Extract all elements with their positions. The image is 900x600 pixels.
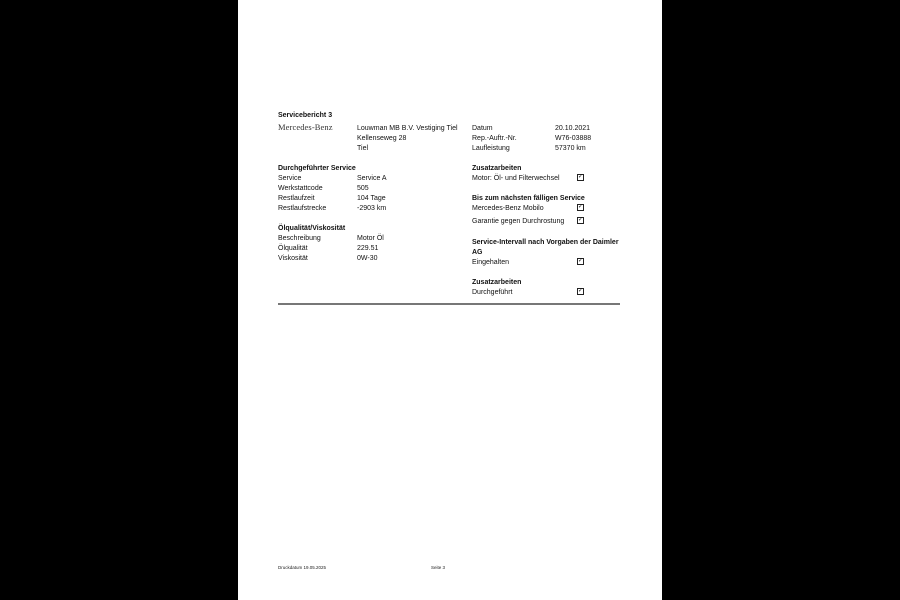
performed-checkbox[interactable]: ✓	[578, 288, 584, 294]
viscosity-label: Viskosität	[278, 255, 308, 262]
remaining-distance-value: -2903 km	[357, 205, 387, 212]
info-label-date: Datum	[472, 125, 493, 132]
extra-work2-heading: Zusatzarbeiten	[472, 279, 522, 286]
remaining-distance-label: Restlaufstrecke	[278, 205, 327, 212]
rust-warranty-checkbox[interactable]: ✓	[578, 217, 584, 223]
viscosity-value: 0W-30	[357, 255, 378, 262]
dealer-city: Tiel	[357, 145, 369, 152]
interval-heading-line1: Service-Intervall nach Vorgaben der Daimler	[472, 239, 619, 246]
service-heading: Durchgeführter Service	[278, 165, 356, 172]
rust-warranty-label: Garantie gegen Durchrostung	[472, 218, 565, 225]
remaining-time-label: Restlaufzeit	[278, 195, 315, 202]
info-label-mileage: Laufleistung	[472, 145, 510, 152]
oil-filter-change-label: Motor: Öl- und Filterwechsel	[472, 175, 560, 182]
mercedes-benz-logo: Mercedes-Benz	[278, 122, 333, 132]
info-value-date: 20.10.2021	[555, 125, 591, 132]
service-value: Service A	[357, 175, 387, 182]
interval-heading-line2: AG	[472, 249, 483, 256]
interval-kept-label: Eingehalten	[472, 259, 509, 266]
oil-quality-value: 229.51	[357, 245, 379, 252]
service-label: Service	[278, 175, 302, 182]
workshop-code-label: Werkstattcode	[278, 185, 323, 192]
dealer-name: Louwman MB B.V. Vestiging Tiel	[357, 125, 458, 132]
section-divider	[278, 303, 620, 305]
oil-heading: Ölqualität/Viskosität	[278, 225, 346, 232]
oil-quality-label: Ölqualität	[278, 245, 308, 252]
page-number: Seite 3	[431, 565, 446, 570]
dealer-street: Kellenseweg 28	[357, 135, 407, 142]
mobilo-label: Mercedes-Benz Mobilo	[472, 205, 544, 212]
info-label-order: Rep.-Auftr.-Nr.	[472, 135, 517, 142]
extra-work-heading: Zusatzarbeiten	[472, 165, 522, 172]
next-service-heading: Bis zum nächsten fälligen Service	[472, 195, 585, 202]
mobilo-checkbox[interactable]: ✓	[578, 204, 584, 210]
info-value-mileage: 57370 km	[555, 145, 586, 152]
interval-kept-checkbox[interactable]: ✓	[578, 258, 584, 264]
remaining-time-value: 104 Tage	[357, 195, 386, 202]
oil-description-label: Beschreibung	[278, 235, 321, 242]
print-date: Druckdatum 19.05.2025	[278, 565, 327, 570]
report-title: Servicebericht 3	[278, 112, 333, 119]
oil-filter-change-checkbox[interactable]: ✓	[578, 174, 584, 180]
info-value-order: W76-03888	[555, 135, 592, 142]
performed-label: Durchgeführt	[472, 289, 513, 296]
oil-description-value: Motor Öl	[357, 235, 384, 242]
workshop-code-value: 505	[357, 185, 369, 192]
document-page	[238, 0, 662, 600]
